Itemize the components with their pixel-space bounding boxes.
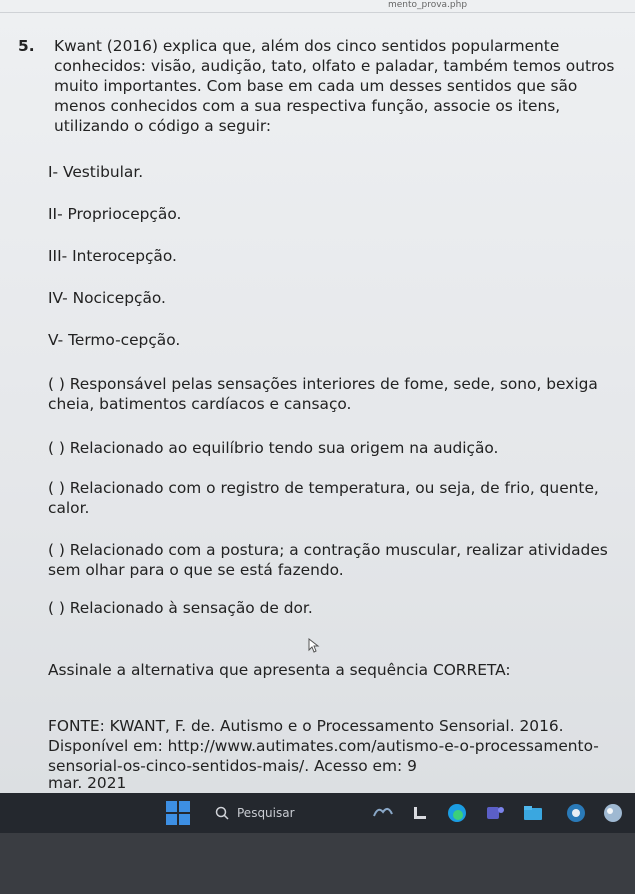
question-block [20, 36, 620, 136]
edge-browser-icon[interactable] [446, 802, 468, 824]
search-label: Pesquisar [237, 806, 295, 820]
address-bar-fragment [0, 0, 635, 13]
item-termocepcao: V- Termo-cepção. [48, 331, 181, 349]
source-cut-text: mar. 2021 [48, 774, 127, 792]
question-number: 5. [18, 37, 35, 55]
bottom-bezel [0, 833, 635, 894]
statement-4: ( ) Relacionado com a postura; a contração muscular, realizar atividades sem olhar para o que se está fazendo. [48, 541, 608, 579]
statement-2: ( ) Relacionado ao equilíbrio tendo sua origem na audição. [48, 439, 499, 457]
windows-start-icon[interactable] [166, 801, 190, 825]
source-citation: FONTE: KWANT, F. de. Autismo e o Processamento Sensorial. 2016. Disponível em: http://www.autimates.com/autismo-e-o-processamento-sensorial-os-cinco-sentidos-mais/. Acesso em: 9 [48, 717, 599, 775]
chrome-browser-icon[interactable] [565, 802, 587, 824]
instruction-text: Assinale a alternativa que apresenta a sequência CORRETA: [48, 661, 511, 679]
weather-widget-icon[interactable] [372, 802, 394, 824]
item-vestibular: I- Vestibular. [48, 163, 144, 181]
app-pinned-icon[interactable] [602, 802, 624, 824]
teams-icon[interactable] [484, 802, 506, 824]
file-explorer-icon[interactable] [522, 802, 544, 824]
item-nocicepcao: IV- Nocicepção. [48, 289, 166, 307]
item-propriocepcao: II- Propriocepção. [48, 205, 182, 223]
taskbar [0, 793, 635, 833]
statement-5: ( ) Relacionado à sensação de dor. [48, 599, 313, 617]
search-icon [215, 806, 229, 820]
question-text: Kwant (2016) explica que, além dos cinco sentidos popularmente conhecidos: visão, audição, tato, olfato e paladar, também temos outros muito importantes. Com base em cada um desses sentidos que são menos conhecidos com a sua respectiva função, associe os itens, utilizando o código a seguir: [54, 37, 615, 135]
item-interocepcao: III- Interocepção. [48, 247, 177, 265]
statement-3: ( ) Relacionado com o registro de temperatura, ou seja, de frio, quente, calor. [48, 479, 599, 517]
task-view-icon[interactable] [410, 802, 432, 824]
source-cut-line [48, 767, 248, 793]
url-text: mento_prova.php [387, 0, 468, 10]
mouse-cursor-icon [308, 638, 320, 654]
taskbar-search[interactable] [207, 798, 337, 828]
statement-1: ( ) Responsável pelas sensações interiores de fome, sede, sono, bexiga cheia, batimentos cardíacos e cansaço. [48, 375, 598, 413]
